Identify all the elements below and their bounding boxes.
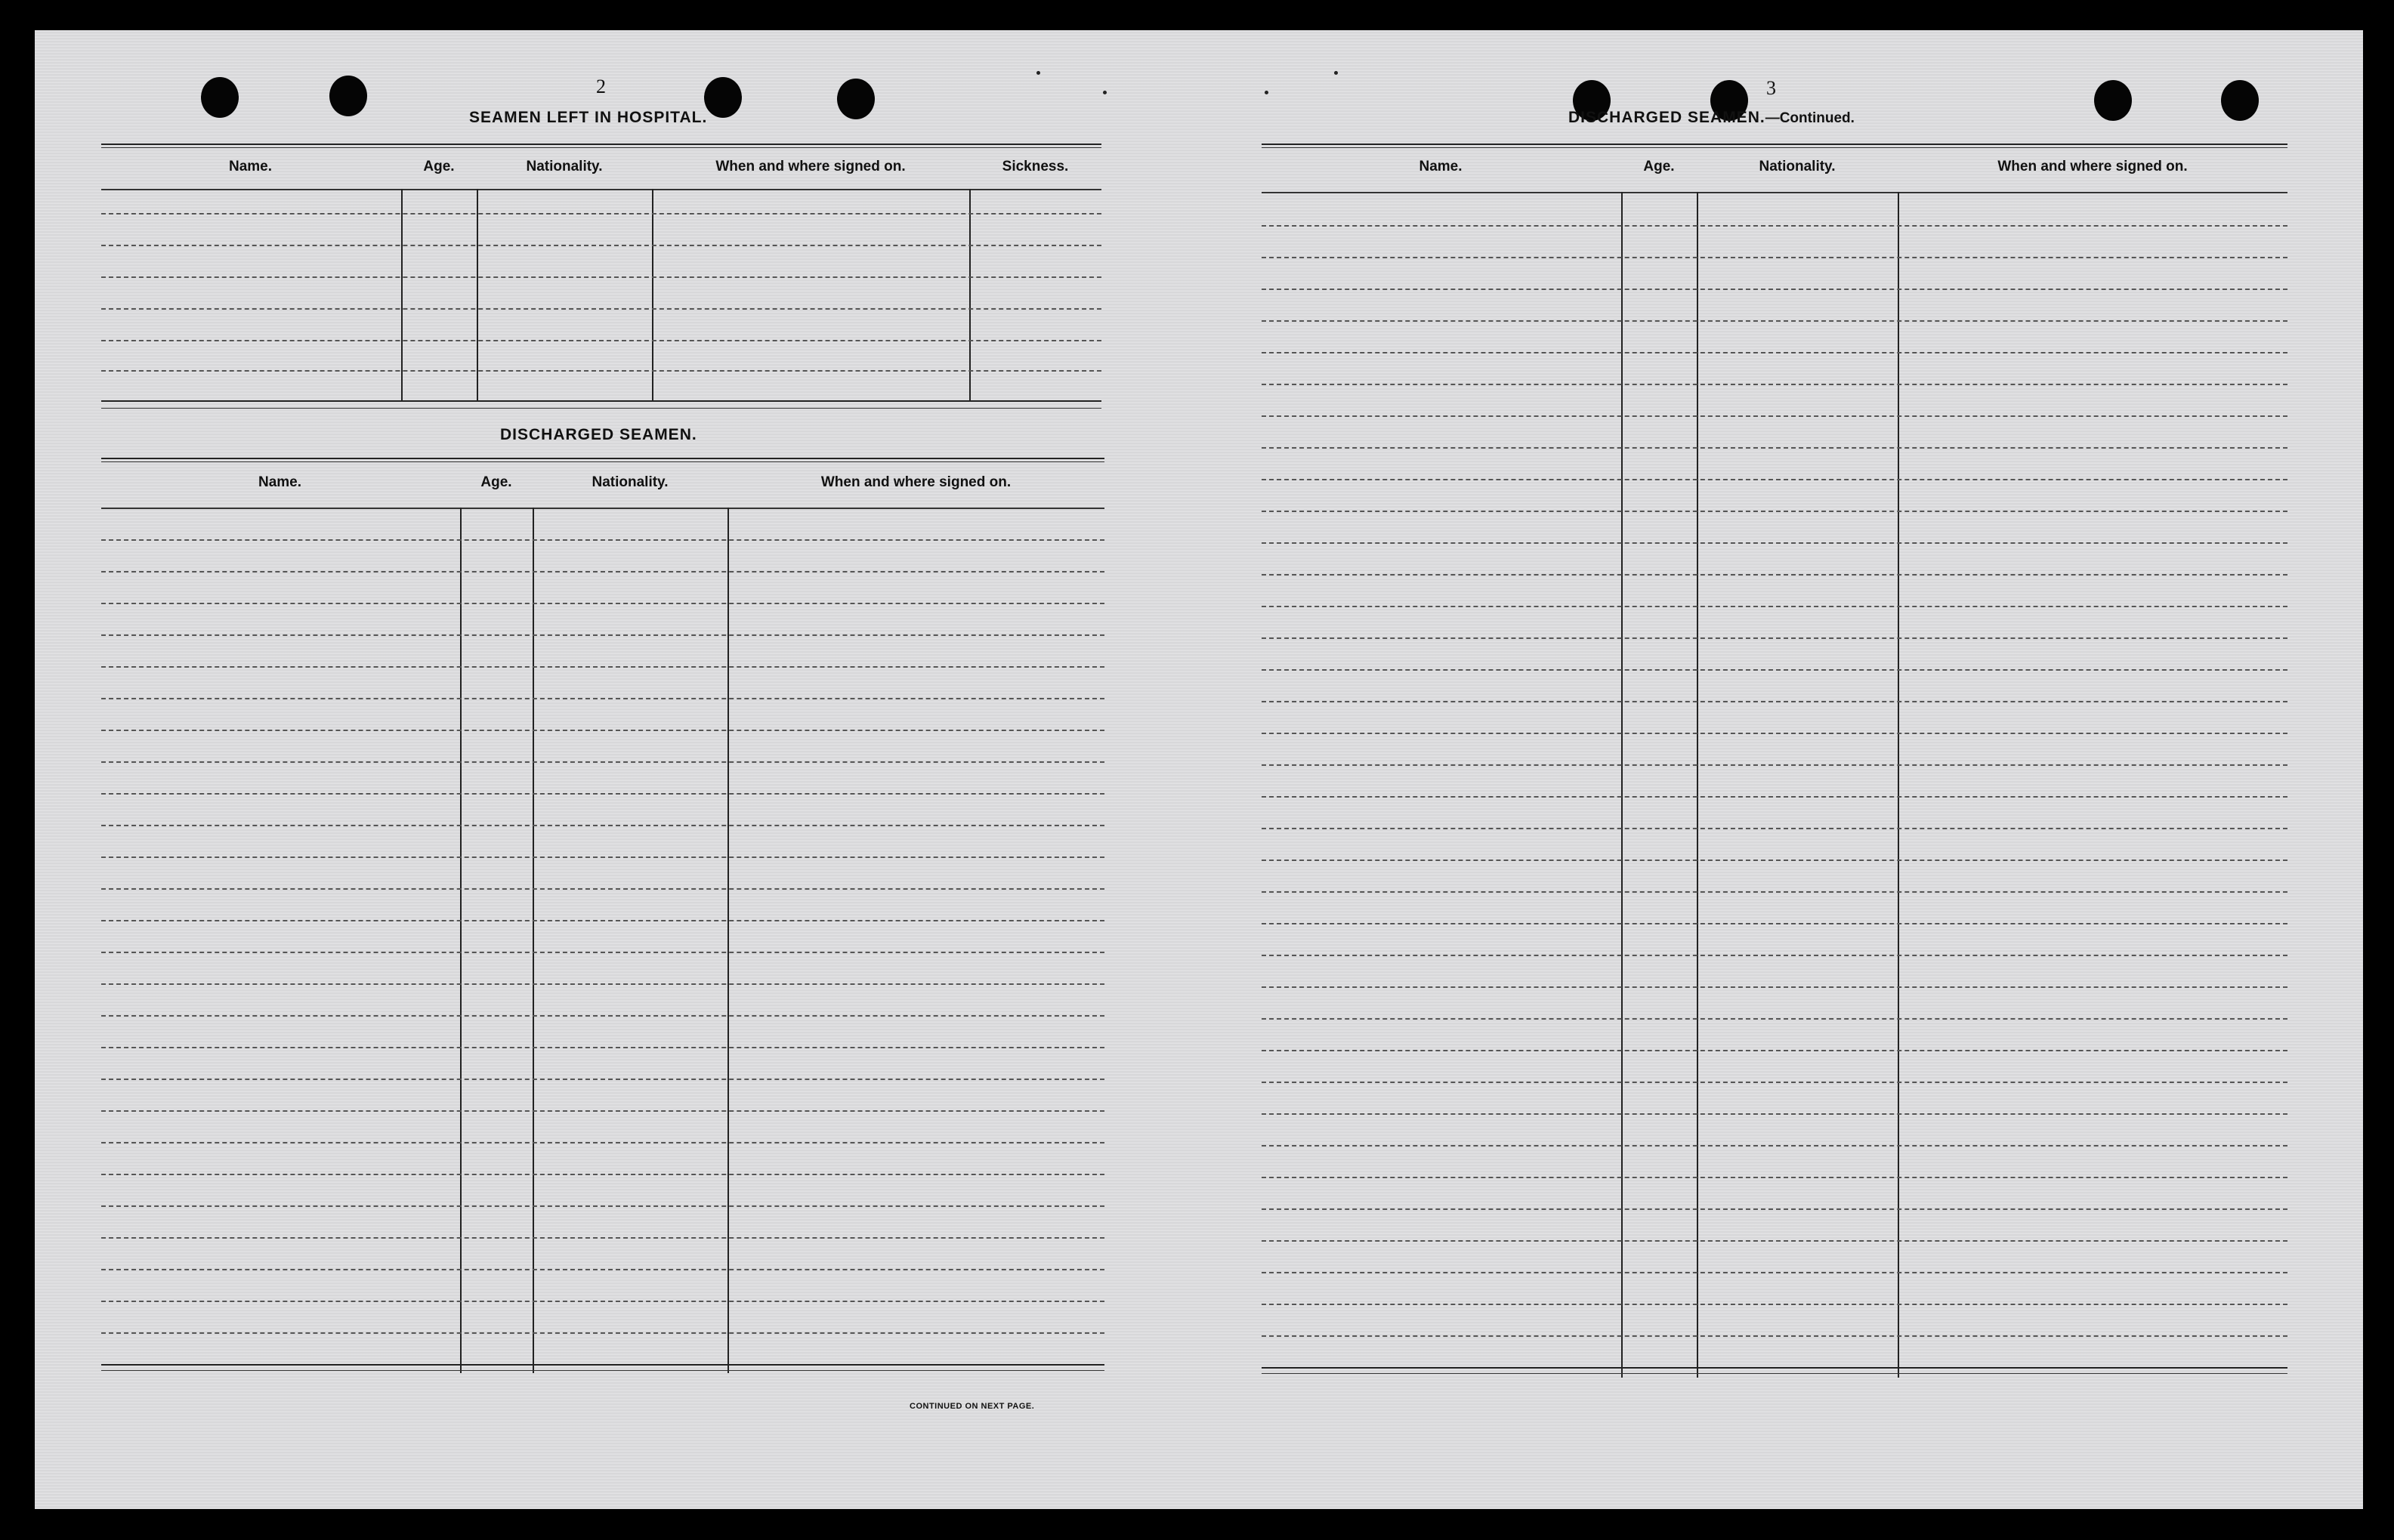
column-header-age: Age. xyxy=(1643,159,1675,174)
discharged-continued-table xyxy=(1262,144,2287,1384)
punch-hole xyxy=(329,76,367,116)
discharged-continued-title-main: DISCHARGED SEAMEN. xyxy=(1568,109,1765,126)
column-header-name: Name. xyxy=(1419,159,1463,174)
column-header-nationality: Nationality. xyxy=(526,159,603,174)
table-row xyxy=(101,340,1101,341)
speck xyxy=(1036,71,1040,75)
table-row xyxy=(101,245,1101,246)
column-header-age: Age. xyxy=(480,474,512,490)
document-sheet xyxy=(35,30,2363,1509)
hospital-section-title: SEAMEN LEFT IN HOSPITAL. xyxy=(469,109,708,126)
table-row xyxy=(101,308,1101,310)
speck xyxy=(1103,91,1107,94)
table-row xyxy=(101,276,1101,278)
right-page-number: 3 xyxy=(1766,77,1776,99)
left-page-number: 2 xyxy=(596,76,606,97)
column-header-nationality: Nationality. xyxy=(1759,159,1836,174)
discharged-continued-title xyxy=(1568,109,1855,127)
punch-hole xyxy=(704,77,742,118)
punch-hole xyxy=(837,79,875,119)
table-row xyxy=(101,370,1101,372)
speck xyxy=(1334,71,1338,75)
speck xyxy=(1265,91,1268,94)
punch-hole xyxy=(2094,80,2132,121)
discharged-continued-title-suffix: —Continued. xyxy=(1765,110,1855,126)
continued-note: CONTINUED ON NEXT PAGE. xyxy=(910,1402,1035,1411)
discharged-table xyxy=(101,458,1104,1379)
column-header-nationality: Nationality. xyxy=(592,474,669,490)
punch-hole xyxy=(2221,80,2259,121)
column-header-signed-on: When and where signed on. xyxy=(715,159,906,174)
table-row xyxy=(101,213,1101,214)
column-header-age: Age. xyxy=(423,159,455,174)
column-header-name: Name. xyxy=(258,474,302,490)
discharged-section-title: DISCHARGED SEAMEN. xyxy=(500,426,697,443)
column-header-name: Name. xyxy=(228,159,273,174)
column-header-signed-on: When and where signed on. xyxy=(820,474,1012,490)
column-header-sickness: Sickness. xyxy=(1002,159,1069,174)
hospital-table xyxy=(101,144,1101,412)
punch-hole xyxy=(201,77,239,118)
column-header-signed-on: When and where signed on. xyxy=(1997,159,2188,174)
